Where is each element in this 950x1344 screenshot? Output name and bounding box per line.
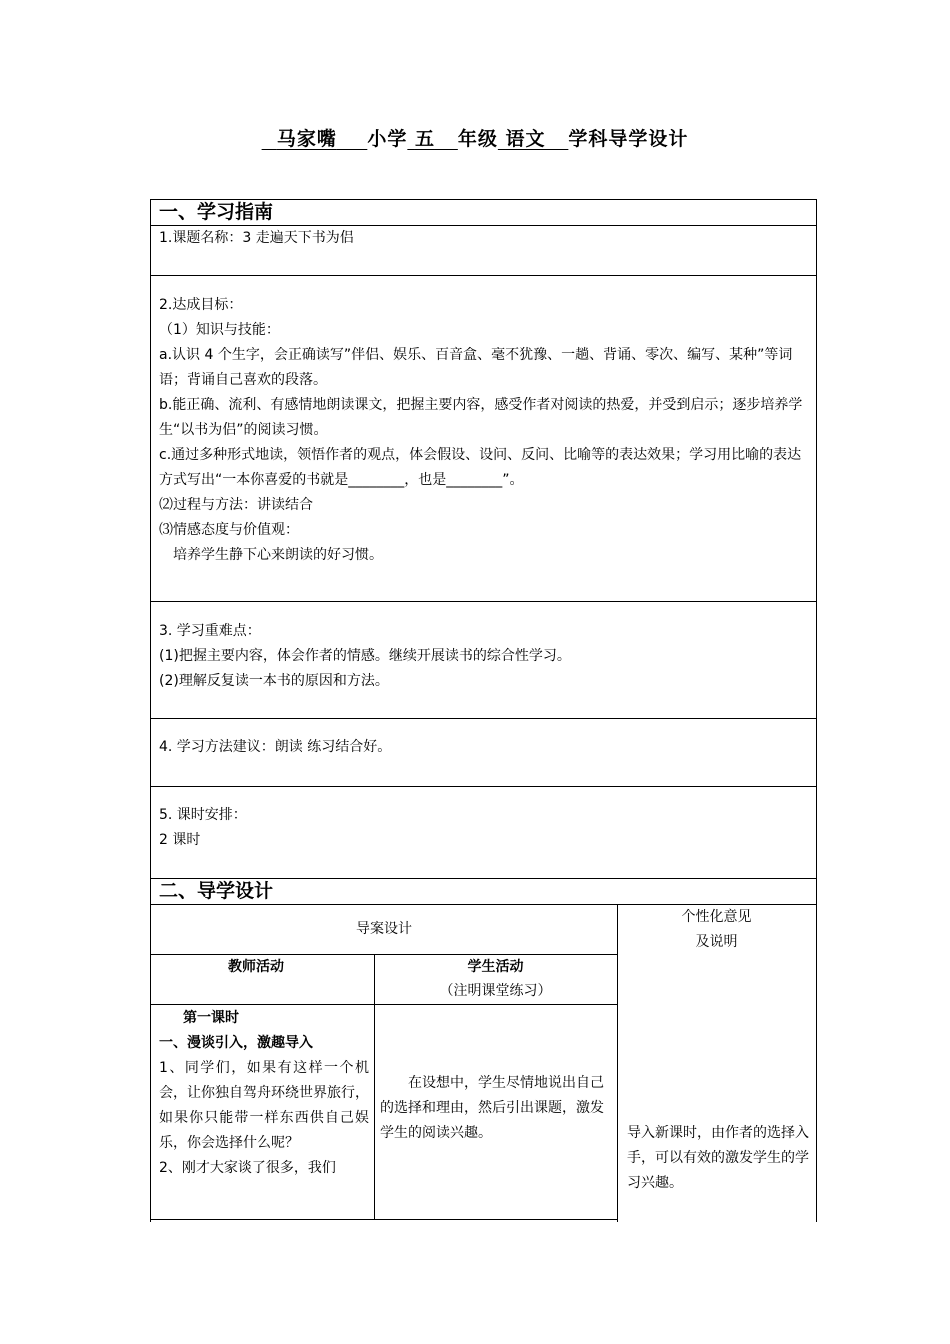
personal-header-1: 个性化意见 [681, 909, 752, 925]
goals-c: c.通过多种形式地读，领悟作者的观点，体会假设、设问、反问、比喻等的表达效果；学习用比喻的表达方式写出“一本你喜爱的书就是________，也是________”。 [159, 447, 802, 488]
keypoints-title: 3. 学习重难点： [159, 623, 261, 639]
title-grade: 五 [414, 128, 435, 150]
goals-emotion: ⑶情感态度与价值观： [159, 522, 299, 538]
schedule-row [151, 787, 816, 879]
schedule-block [151, 787, 816, 853]
keypoints-block [151, 602, 816, 694]
title-school: 马家嘴 [276, 128, 337, 150]
goals-title: 2.达成目标： [159, 297, 243, 313]
teacher-p2: 2、刚才大家谈了很多，我们 [159, 1160, 336, 1176]
student-header-note: （注明课堂练习） [439, 983, 552, 999]
keypoint-2: (2)理解反复读一本书的原因和方法。 [159, 673, 389, 689]
teacher-bottom-line [151, 1219, 374, 1220]
activity-header-line [151, 1004, 617, 1005]
section1-heading-row [151, 200, 816, 226]
goals-process: ⑵过程与方法：讲读结合 [159, 497, 313, 513]
topic-row [151, 226, 816, 276]
section2-heading: 二、导学设计 [159, 880, 274, 902]
goals-block [151, 276, 816, 568]
teacher-activity [151, 1006, 369, 1181]
personal-note: 导入新课时，由作者的选择入手，可以有效的激发学生的学习兴趣。 [627, 1125, 809, 1191]
goals-b: b.能正确、流利、有感情地朗读课文，把握主要内容，感受作者对阅读的热爱，并受到启示；逐步培养学生“以书为侣”的阅读习惯。 [159, 397, 803, 438]
student-activity: 在设想中，学生尽情地说出自己的选择和理由，然后引出课题，激发学生的阅读兴趣。 [380, 1075, 604, 1141]
title-subject: 语文 [505, 128, 546, 150]
keypoint-1: (1)把握主要内容，体会作者的情感。继续开展读书的综合性学习。 [159, 648, 571, 664]
section2-heading-row [151, 879, 816, 905]
goals-emotion-text: 培养学生静下心来朗读的好习惯。 [173, 547, 383, 563]
design-header: 导案设计 [356, 921, 412, 937]
title-s2: 年级 [457, 128, 498, 150]
goals-row [151, 276, 816, 602]
keypoints-row [151, 602, 816, 719]
goals-a: a.认识 4 个生字，会正确读写”伴侣、娱乐、百音盒、毫不犹豫、一趟、背诵、零次、编写、某种”等词语；背诵自己喜欢的段落。 [159, 347, 793, 388]
topic-text: 1.课题名称：3 走遍天下书为侣 [159, 230, 354, 246]
teacher-lesson: 第一课时 [183, 1010, 239, 1026]
goals-knowledge: （1）知识与技能： [159, 322, 280, 338]
design-table [150, 199, 817, 1222]
teacher-p1: 1、同学们，如果有这样一个机会，让你独自驾舟环绕世界旅行，如果你只能带一样东西供自己娱乐，你会选择什么呢？ [159, 1060, 369, 1151]
student-header: 学生活动 [467, 959, 524, 975]
teacher-part: 一、漫谈引入，激趣导入 [159, 1035, 313, 1051]
schedule-value: 2 课时 [159, 832, 201, 848]
section1-heading: 一、学习指南 [159, 201, 274, 223]
schedule-title: 5. 课时安排： [159, 807, 247, 823]
method-row [151, 719, 816, 787]
teacher-header: 教师活动 [228, 959, 284, 975]
student-bottom-line [374, 1219, 617, 1220]
title-s1: 小学 [367, 128, 408, 150]
personal-header-2: 及说明 [695, 934, 738, 950]
title-s3: 学科导学设计 [568, 128, 689, 150]
method-text: 4. 学习方法建议：朗读 练习结合好。 [159, 739, 392, 755]
document-title [0, 124, 950, 151]
